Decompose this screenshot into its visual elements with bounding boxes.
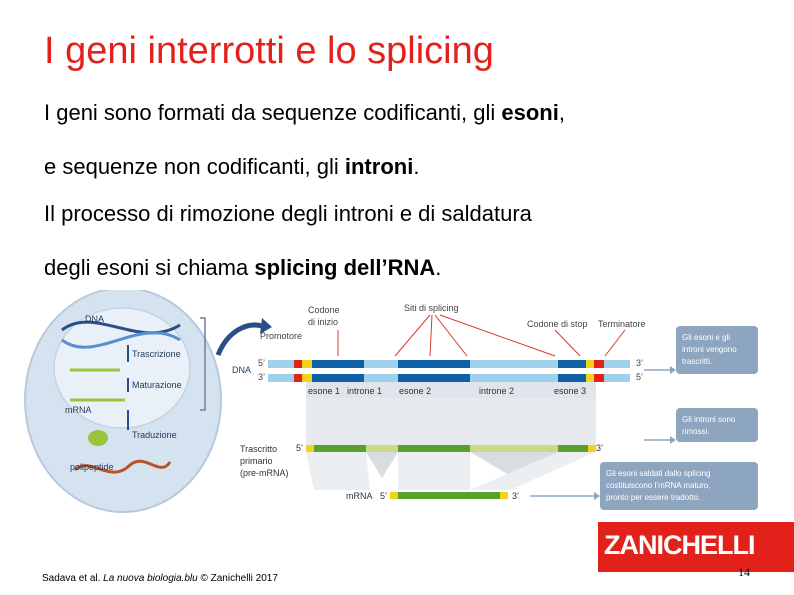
text-span: I geni sono formati da sequenze codificanti, gli (44, 100, 502, 125)
label-3prime-mrna: 3’ (512, 491, 520, 501)
note-line: Gli introni sono (682, 415, 736, 424)
label-codone-inizio: Codone (308, 305, 340, 315)
label-3prime-bottom: 3’ (258, 372, 266, 382)
exon-2 (398, 374, 470, 382)
mature-mrna-strand (390, 492, 508, 499)
citation-authors: Sadava et al. (42, 573, 104, 584)
exon-3 (558, 374, 586, 382)
label-pre-mrna: (pre-mRNA) (240, 468, 289, 478)
note-3-arrow-head (594, 492, 600, 500)
text-span: , (558, 100, 565, 125)
paragraph-line (44, 241, 764, 295)
citation-footer (42, 573, 278, 584)
promoter-mark (294, 360, 302, 368)
label-dna-strand: DNA (232, 365, 252, 375)
citation-publisher: © Zanichelli 2017 (197, 573, 278, 584)
note-3 (600, 462, 758, 510)
dna-strand-bottom (268, 374, 630, 382)
cell-label-mrna: mRNA (65, 405, 92, 415)
text-span: degli esoni si chiama (44, 255, 255, 280)
pointer-line (435, 315, 467, 356)
citation-book-title: La nuova biologia.blu (103, 573, 198, 584)
projection-area (306, 398, 596, 446)
slide-title: I geni interrotti e lo splicing (44, 30, 494, 72)
paragraph-line (44, 140, 764, 194)
term-esoni: esoni (501, 100, 559, 125)
label-trascritto: Trascritto (240, 444, 278, 454)
exon-1 (312, 374, 364, 382)
note-2 (676, 408, 758, 442)
start-codon (306, 445, 314, 452)
label-introne-1: introne 1 (347, 386, 383, 396)
pointer-line (430, 315, 432, 356)
label-mrna: mRNA (346, 491, 373, 501)
start-codon (302, 374, 312, 382)
label-siti-splicing: Siti di splicing (404, 303, 459, 313)
label-3prime-top: 3’ (636, 358, 644, 368)
terminator-mark (594, 374, 604, 382)
pre-mrna-strand (306, 445, 596, 452)
label-introne-2: introne 2 (479, 386, 515, 396)
note-line: introni vengono (682, 345, 737, 354)
text-span: . (435, 255, 442, 280)
publisher-logo (598, 522, 794, 572)
cell-label-polipeptide: polipeptide (70, 462, 114, 472)
stop-codon (588, 445, 596, 452)
exon-2 (398, 360, 470, 368)
pre-mrna-exon-1 (314, 445, 366, 452)
paragraph-exons-introns (44, 86, 764, 194)
text-span: . (413, 154, 420, 179)
cell-label-traduzione: Traduzione (132, 430, 177, 440)
cell-illustration (25, 290, 272, 512)
ribosome (88, 430, 108, 446)
label-3prime-pre: 3’ (596, 443, 604, 453)
splicing-figure (0, 290, 794, 550)
pre-mrna-exon-3 (558, 445, 588, 452)
note-line: pronto per essere tradotto. (606, 493, 701, 502)
label-primario: primario (240, 456, 273, 466)
note-1 (676, 326, 758, 374)
start-codon (390, 492, 398, 499)
pointer-line (605, 330, 625, 356)
exon-2-projection (398, 452, 470, 490)
note-line: Gli esoni saldati dallo splicing (606, 469, 711, 478)
label-promotore: Promotore (260, 331, 303, 341)
label-terminatore: Terminatore (598, 319, 646, 329)
label-esone-2: esone 2 (399, 386, 432, 396)
exon-3 (558, 360, 586, 368)
terminator-mark (594, 360, 604, 368)
label-5prime-bottom: 5’ (636, 372, 644, 382)
exon-1-projection (306, 452, 370, 490)
mrna-body (390, 492, 508, 499)
intron-1-cone (366, 452, 398, 478)
note-line: trascritti. (682, 357, 713, 366)
cell-label-trascrizione: Trascrizione (132, 349, 181, 359)
stop-codon (586, 374, 594, 382)
page-number: 14 (738, 565, 750, 579)
label-esone-1: esone 1 (308, 386, 341, 396)
label-5prime-pre: 5’ (296, 443, 304, 453)
note-line: Gli esoni e gli (682, 333, 731, 342)
label-esone-3: esone 3 (554, 386, 587, 396)
note-line: costituiscono l’mRNA maturo, (606, 481, 711, 490)
curved-arrow (218, 325, 262, 355)
dna-strand-top (268, 360, 630, 368)
cell-label-dna: DNA (85, 314, 105, 324)
label-di-inizio: di inizio (308, 317, 339, 327)
stop-codon (586, 360, 594, 368)
term-introni: introni (344, 154, 414, 179)
paragraph-line (44, 86, 764, 140)
stop-codon (500, 492, 508, 499)
label-5prime-top: 5’ (258, 358, 266, 368)
pointer-line (395, 315, 430, 356)
note-1-arrow-head (670, 366, 676, 374)
note-2-arrow-head (670, 436, 676, 444)
promoter-mark (294, 374, 302, 382)
text-span: e sequenze non codificanti, gli (44, 154, 345, 179)
pre-mrna-exon-2 (398, 445, 470, 452)
label-5prime-mrna: 5’ (380, 491, 388, 501)
paragraph-line: Il processo di rimozione degli introni e di saldatura (44, 201, 532, 226)
cell-label-maturazione: Maturazione (132, 380, 182, 390)
logo-text: ZANICHELLI (604, 530, 755, 560)
label-codone-stop: Codone di stop (527, 319, 588, 329)
term-splicing: splicing dell’RNA (254, 255, 436, 280)
start-codon (302, 360, 312, 368)
note-box (676, 408, 758, 442)
exon-1 (312, 360, 364, 368)
pointer-line (555, 330, 580, 356)
paragraph-splicing (44, 187, 764, 295)
note-line: rimossi. (682, 427, 710, 436)
